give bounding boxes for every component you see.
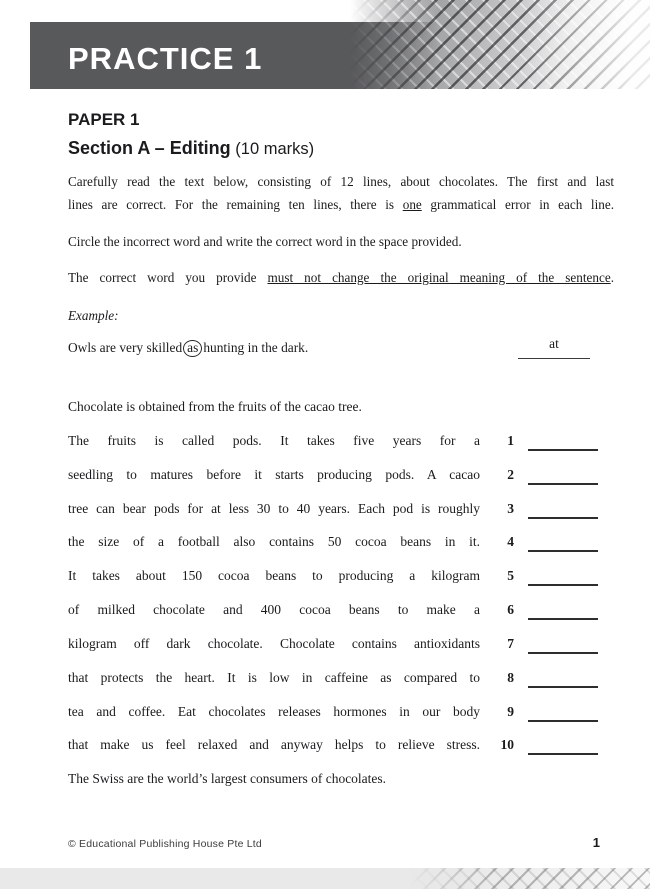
answer-blank[interactable] <box>528 496 598 519</box>
answer-blank[interactable] <box>528 428 598 451</box>
answer-blank[interactable] <box>528 462 598 485</box>
instruction-paragraph-3 <box>68 267 614 290</box>
banner-stripes-decoration <box>350 0 650 89</box>
answer-blank[interactable] <box>528 665 598 688</box>
line-number: 5 <box>507 568 514 584</box>
example-sentence-row <box>68 336 614 368</box>
instruction-text: grammatical error in each line. <box>421 196 614 212</box>
footer-copyright: © Educational Publishing House Pte Ltd <box>68 838 262 850</box>
passage-line-text: that make us feel relaxed and anyway helps to relieve stress. <box>68 737 480 753</box>
line-number: 3 <box>507 500 514 516</box>
line-number: 9 <box>507 703 514 719</box>
passage-line-text: tea and coffee. Eat chocolates releases hormones in our body <box>68 703 480 719</box>
passage-line-text: of milked chocolate and 400 cocoa beans to make a <box>68 602 480 618</box>
instruction-text: lines are correct. For the remaining ten lines, there is <box>68 196 403 212</box>
line-number: 4 <box>507 534 514 550</box>
example-text-before: Owls are very skilled <box>68 340 183 355</box>
example-answer-blank[interactable] <box>518 336 590 359</box>
line-number: 8 <box>507 669 514 685</box>
instruction-paragraph-2: Circle the incorrect word and write the correct word in the space provided. <box>68 234 462 249</box>
answer-blank[interactable] <box>528 631 598 654</box>
passage-line <box>0 393 650 427</box>
example-text-after: hunting in the dark. <box>203 340 309 355</box>
passage-line-text: It takes about 150 cocoa beans to producing a kilogram <box>68 568 480 584</box>
passage-line <box>0 427 650 461</box>
line-number: 10 <box>500 737 514 753</box>
footer-band <box>0 868 650 889</box>
underlined-phrase: must not change the original meaning of the sentence <box>267 270 611 285</box>
instruction-paragraph-1 <box>68 171 614 216</box>
instruction-text: . <box>610 270 614 285</box>
section-heading <box>68 138 314 159</box>
answer-blank[interactable] <box>528 529 598 552</box>
passage-line <box>0 528 650 562</box>
passage-line-text: tree can bear pods for at less 30 to 40 years. Each pod is roughly <box>68 500 480 516</box>
passage-line <box>0 731 650 765</box>
editing-passage <box>0 393 650 799</box>
section-marks: (10 marks) <box>230 140 315 158</box>
example-label: Example: <box>68 308 119 323</box>
page-title: PRACTICE 1 <box>68 41 263 76</box>
passage-line-text: seedling to matures before it starts producing pods. A cacao <box>68 466 480 482</box>
underlined-word: one <box>402 196 422 212</box>
passage-line-text: the size of a football also contains 50 cocoa beans in it. <box>68 534 480 550</box>
passage-line-text: that protects the heart. It is low in caffeine as compared to <box>68 669 480 685</box>
instruction-line <box>68 194 614 217</box>
example-answer: at <box>549 336 559 351</box>
passage-line-text: The Swiss are the world’s largest consumers of chocolates. <box>68 771 387 787</box>
band-stripes-decoration <box>410 868 650 889</box>
line-number: 6 <box>507 602 514 618</box>
passage-line-text: Chocolate is obtained from the fruits of the cacao tree. <box>68 399 362 414</box>
instruction-text: The correct word you provide <box>68 270 268 285</box>
line-number: 7 <box>507 635 514 651</box>
paper-title: PAPER 1 <box>68 110 140 129</box>
passage-line <box>0 562 650 596</box>
instruction-line: Carefully read the text below, consisting of 12 lines, about chocolates. The first and last <box>68 174 614 189</box>
passage-line <box>0 664 650 698</box>
answer-blank[interactable] <box>528 563 598 586</box>
line-number: 1 <box>507 432 514 448</box>
circled-word: as <box>183 340 202 357</box>
answer-blank[interactable] <box>528 699 598 722</box>
section-title: Section A – Editing <box>68 138 231 158</box>
passage-line <box>0 596 650 630</box>
passage-line-text: The fruits is called pods. It takes five years for a <box>68 432 480 448</box>
answer-blank[interactable] <box>528 597 598 620</box>
answer-blank[interactable] <box>528 732 598 755</box>
passage-line <box>0 495 650 529</box>
line-number: 2 <box>507 466 514 482</box>
passage-line-text: kilogram off dark chocolate. Chocolate contains antioxidants <box>68 635 480 651</box>
passage-line <box>0 698 650 732</box>
passage-line <box>0 630 650 664</box>
passage-line <box>0 461 650 495</box>
passage-line <box>0 765 650 799</box>
page-number: 1 <box>592 835 600 850</box>
